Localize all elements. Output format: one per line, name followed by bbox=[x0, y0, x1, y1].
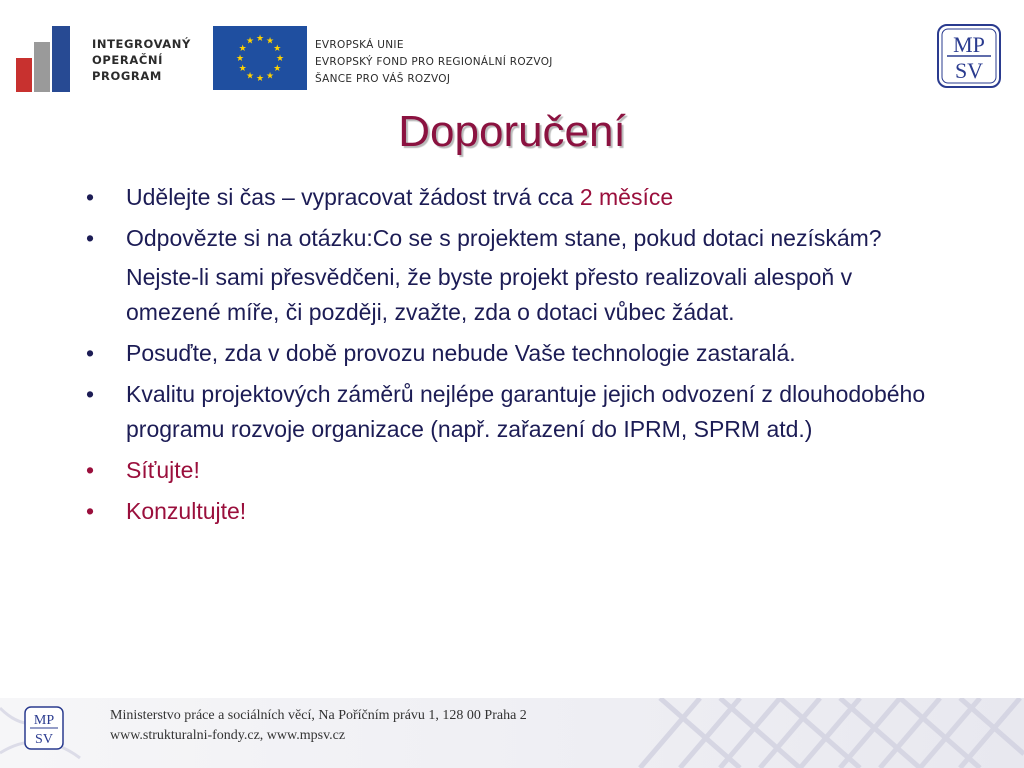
bullet-marker: • bbox=[86, 184, 95, 210]
eu-star-icon: ★ bbox=[275, 54, 285, 64]
eu-star-icon: ★ bbox=[255, 34, 265, 44]
iop-logo-bar-blue bbox=[52, 26, 70, 92]
bullet-continuation bbox=[82, 260, 942, 330]
bullet-text: Síťujte! bbox=[126, 457, 200, 483]
eu-star-icon: ★ bbox=[265, 71, 275, 82]
bullet-text: Nejste-li sami přesvědčeni, že byste projekt přesto realizovali alespoň v omezené míře, či později, zvažte, zda o dotaci vůbec žádat. bbox=[126, 264, 853, 325]
eu-star-icon: ★ bbox=[238, 64, 247, 74]
mpsv-logo bbox=[937, 24, 1001, 88]
bullet-text: Kvalitu projektových záměrů nejlépe garantuje jejich odvození z dlouhodobého programu rozvoje organizace (např. zařazení do IPRM, SPRM atd.) bbox=[126, 381, 926, 442]
bullet-list bbox=[82, 180, 942, 535]
eu-text-line: EVROPSKÁ UNIE bbox=[315, 39, 404, 51]
eu-text bbox=[315, 37, 553, 88]
mpsv-logo-top-text: MP bbox=[953, 32, 985, 57]
mpsv-logo-small-top-text: MP bbox=[33, 713, 55, 728]
eu-star-icon: ★ bbox=[273, 64, 282, 74]
eu-star-icon: ★ bbox=[273, 44, 282, 54]
iop-logo-line: OPERAČNÍ bbox=[92, 53, 163, 67]
eu-text-line: EVROPSKÝ FOND PRO REGIONÁLNÍ ROZVOJ bbox=[315, 56, 553, 68]
bullet-item bbox=[82, 494, 942, 529]
bullet-text: Posuďte, zda v době provozu nebude Vaše technologie zastaralá. bbox=[126, 340, 796, 366]
bullet-marker: • bbox=[86, 498, 95, 524]
bullet-text: Odpovězte si na otázku:Co se s projektem stane, pokud dotaci nezískám? bbox=[126, 225, 882, 251]
bullet-item bbox=[82, 180, 942, 215]
eu-star-icon: ★ bbox=[255, 74, 265, 84]
mpsv-logo-bottom-text: SV bbox=[954, 58, 984, 83]
eu-star-icon: ★ bbox=[238, 44, 247, 54]
bullet-marker: • bbox=[86, 381, 95, 407]
bullet-marker: • bbox=[86, 457, 95, 483]
bullet-highlight: 2 měsíce bbox=[579, 184, 674, 210]
iop-logo-bar-gray bbox=[34, 42, 50, 92]
eu-flag-icon bbox=[213, 26, 307, 90]
eu-text-line: ŠANCE PRO VÁŠ ROZVOJ bbox=[315, 73, 451, 85]
bullet-item bbox=[82, 336, 942, 371]
iop-logo bbox=[16, 26, 191, 92]
bullet-text: Konzultujte! bbox=[126, 498, 247, 524]
iop-logo-line: PROGRAM bbox=[92, 69, 162, 83]
eu-star-icon: ★ bbox=[265, 36, 275, 47]
bullet-text: Udělejte si čas – vypracovat žádost trvá cca bbox=[126, 184, 580, 210]
iop-logo-line: INTEGROVANÝ bbox=[92, 37, 191, 51]
eu-star-icon: ★ bbox=[235, 54, 245, 64]
eu-star-icon: ★ bbox=[245, 36, 255, 47]
mpsv-logo-small bbox=[24, 706, 64, 750]
footer-text bbox=[110, 706, 527, 746]
eu-star-icon: ★ bbox=[245, 71, 255, 82]
bullet-item bbox=[82, 221, 942, 256]
slide-title: Doporučení bbox=[398, 107, 626, 156]
bullet-item bbox=[82, 453, 942, 488]
iop-logo-text bbox=[92, 36, 191, 84]
bullet-marker: • bbox=[86, 340, 95, 366]
footer-address: Ministerstvo práce a sociálních věcí, Na Poříčním právu 1, 128 00 Praha 2 bbox=[110, 708, 527, 723]
bullet-item bbox=[82, 377, 942, 447]
iop-logo-bar-red bbox=[16, 58, 32, 92]
footer-links: www.strukturalni-fondy.cz, www.mpsv.cz bbox=[110, 728, 346, 743]
bullet-marker: • bbox=[86, 225, 95, 251]
mpsv-logo-small-bottom-text: SV bbox=[35, 732, 53, 747]
footer bbox=[0, 698, 1024, 768]
